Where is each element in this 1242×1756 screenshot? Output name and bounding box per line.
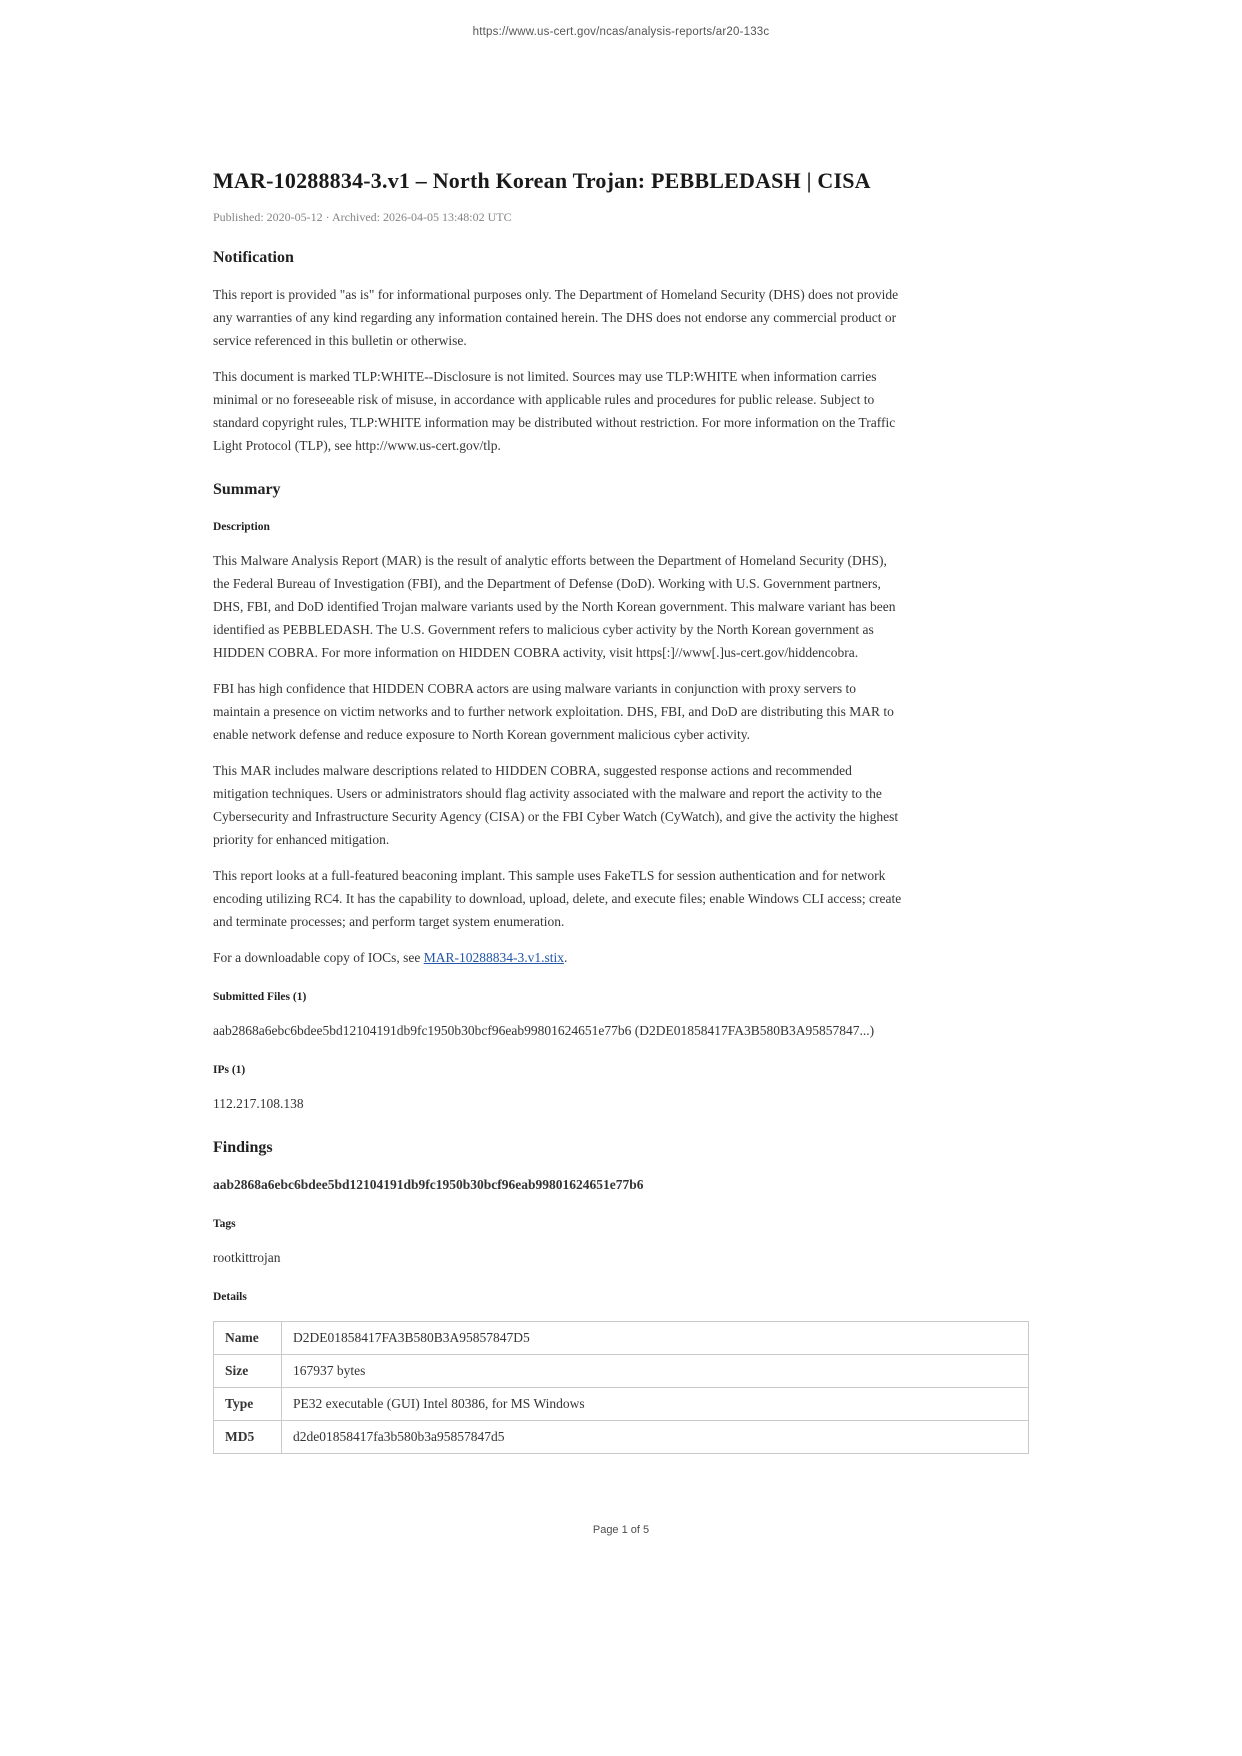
section-heading-notification: Notification — [213, 249, 294, 266]
section-heading-findings: Findings — [213, 1139, 273, 1156]
document-body — [213, 168, 1029, 1454]
details-table — [213, 1321, 1029, 1454]
detail-key: Type — [214, 1388, 282, 1421]
notification-paragraph-1: This report is provided "as is" for informational purposes only. The Department of Homeland Security (DHS) does not provide any warranties of any kind regarding any information contained herein. The DHS does not endorse any commercial product or service referenced in this bulletin or otherwise. — [213, 287, 899, 348]
notification-paragraph-2: This document is marked TLP:WHITE--Disclosure is not limited. Sources may use TLP:WHITE when information carries minimal or no foreseeable risk of misuse, in accordance with applicable rules and procedures for public release. Subject to standard copyright rules, TLP:WHITE information may be distributed without restriction. For more information on the Traffic Light Protocol (TLP), see http://www.us-cert.gov/tlp. — [213, 369, 896, 453]
ip-address: 112.217.108.138 — [213, 1096, 304, 1111]
tags-label: Tags — [213, 1218, 236, 1230]
print-header-url: https://www.us-cert.gov/ncas/analysis-reports/ar20-133c — [472, 26, 770, 38]
table-row — [214, 1421, 1029, 1454]
tag-value: rootkittrojan — [213, 1250, 281, 1265]
page-title: MAR-10288834-3.v1 – North Korean Trojan: PEBBLEDASH | CISA — [213, 168, 871, 193]
summary-paragraph-4: This report looks at a full-featured beaconing implant. This sample uses FakeTLS for session authentication and for network encoding utilizing RC4. It has the capability to download, upload, delete, and execute files; enable Windows CLI access; create and terminate processes; and perform target system enumeration. — [213, 868, 902, 929]
findings-file-hash: aab2868a6ebc6bdee5bd12104191db9fc1950b30bcf96eab99801624651e77b6 — [213, 1177, 644, 1192]
stix-download-link[interactable]: MAR-10288834-3.v1.stix — [423, 950, 564, 965]
detail-value: D2DE01858417FA3B580B3A95857847D5 — [282, 1322, 1029, 1355]
submitted-files-label: Submitted Files (1) — [213, 991, 307, 1003]
ioc-download-line — [213, 946, 905, 969]
description-label: Description — [213, 521, 270, 533]
summary-paragraph-3: This MAR includes malware descriptions related to HIDDEN COBRA, suggested response actions and recommended mitigation techniques. Users or administrators should flag activity associated with the malware and report the activity to the Cybersecurity and Infrastructure Security Agency (CISA) or the FBI Cyber Watch (CyWatch), and give the activity the highest priority for enhanced mitigation. — [213, 763, 899, 847]
table-row — [214, 1322, 1029, 1355]
published-archived-meta: Published: 2020-05-12 · Archived: 2026-04-05 13:48:02 UTC — [213, 210, 512, 224]
section-heading-summary: Summary — [213, 481, 281, 498]
detail-value: d2de01858417fa3b580b3a95857847d5 — [282, 1421, 1029, 1454]
detail-key: Name — [214, 1322, 282, 1355]
ioc-line-suffix: . — [563, 950, 568, 965]
detail-key: Size — [214, 1355, 282, 1388]
page-footer: Page 1 of 5 — [592, 1524, 650, 1536]
summary-paragraph-2: FBI has high confidence that HIDDEN COBRA actors are using malware variants in conjunction with proxy servers to maintain a presence on victim networks and to further network exploitation. DHS, FBI, and DoD are distributing this MAR to enable network defense and reduce exposure to North Korean government malicious cyber activity. — [213, 681, 894, 742]
detail-value: 167937 bytes — [282, 1355, 1029, 1388]
detail-value: PE32 executable (GUI) Intel 80386, for MS Windows — [282, 1388, 1029, 1421]
detail-key: MD5 — [214, 1421, 282, 1454]
table-row — [214, 1388, 1029, 1421]
submitted-file-hash: aab2868a6ebc6bdee5bd12104191db9fc1950b30bcf96eab99801624651e77b6 (D2DE01858417FA3B580B3A95857847...) — [213, 1023, 875, 1038]
ips-label: IPs (1) — [213, 1064, 246, 1076]
details-label: Details — [213, 1291, 247, 1303]
summary-paragraph-1: This Malware Analysis Report (MAR) is the result of analytic efforts between the Department of Homeland Security (DHS), the Federal Bureau of Investigation (FBI), and the Department of Defense (DoD). Working with U.S. Government partners, DHS, FBI, and DoD identified Trojan malware variants used by the North Korean government. This malware variant has been identified as PEBBLEDASH. The U.S. Government refers to malicious cyber activity by the North Korean government as HIDDEN COBRA. For more information on HIDDEN COBRA activity, visit https[:]//www[.]us-cert.gov/hiddencobra. — [213, 553, 896, 660]
ioc-line-prefix: For a downloadable copy of IOCs, see — [213, 950, 424, 965]
table-row — [214, 1355, 1029, 1388]
